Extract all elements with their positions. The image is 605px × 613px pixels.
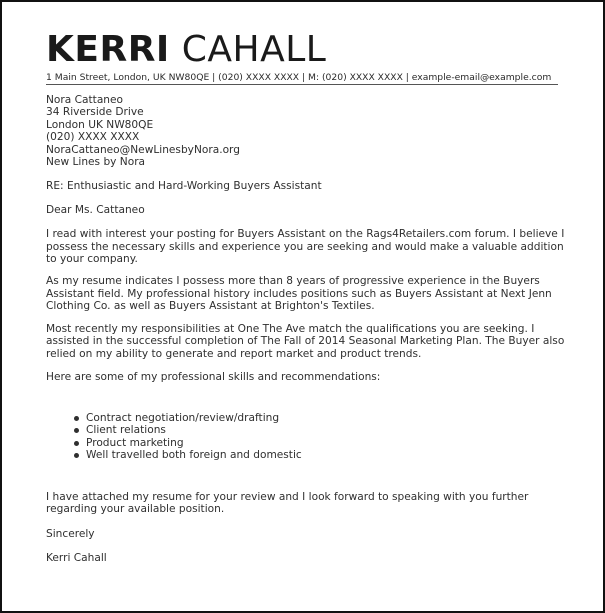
recipient-block: [46, 94, 566, 168]
recipient-street: 34 Riverside Drive: [46, 106, 144, 119]
list-item: Well travelled both foreign and domestic: [86, 449, 566, 461]
recipient-company: New Lines by Nora: [46, 156, 146, 169]
skills-list: [46, 412, 566, 460]
recipient-email: NoraCattaneo@NewLinesbyNora.org: [46, 143, 240, 156]
recipient-name: Nora Cattaneo: [46, 94, 124, 106]
signoff: Sincerely: [46, 527, 95, 540]
paragraph-closing: I have attached my resume for your review and I look forward to speaking with you further regarding your available position.: [46, 490, 529, 516]
list-item: Client relations: [86, 424, 566, 436]
first-name: KERRI: [46, 29, 170, 70]
list-item: Product marketing: [86, 437, 566, 449]
salutation: Dear Ms. Cattaneo: [46, 203, 145, 216]
paragraph-experience: As my resume indicates I possess more than 8 years of progressive experience in the Buyers Assistant field. My professional history includes positions such as Buyers Assistant at Next Jenn Clothing Co. as well as Buyers Assistant at Brighton's Textiles.: [46, 275, 552, 313]
list-item: Contract negotiation/review/drafting: [86, 412, 566, 424]
letter-body: [46, 94, 566, 564]
last-name: CAHALL: [181, 29, 327, 70]
applicant-name: [46, 30, 326, 70]
signature-name: Kerri Cahall: [46, 551, 107, 564]
recipient-city: London UK NW80QE: [46, 118, 154, 131]
paragraph-intro: I read with interest your posting for Buyers Assistant on the Rags4Retailers.com forum. I believe I possess the necessary skills and experience you are seeking and would make a valuable addition to your company.: [46, 228, 565, 266]
contact-info: 1 Main Street, London, UK NW80QE | (020) XXXX XXXX | M: (020) XXXX XXXX | example-email@example.com: [46, 72, 558, 85]
recipient-phone: (020) XXXX XXXX: [46, 131, 140, 144]
subject-line: RE: Enthusiastic and Hard-Working Buyers Assistant: [46, 180, 322, 193]
paragraph-skills-intro: Here are some of my professional skills and recommendations:: [46, 370, 381, 383]
paragraph-recent: Most recently my responsibilities at One The Ave match the qualifications you are seeking. I assisted in the successful completion of The Fall of 2014 Seasonal Marketing Plan. The Buyer also relied on my ability to generate and report market and product trends.: [46, 322, 565, 360]
